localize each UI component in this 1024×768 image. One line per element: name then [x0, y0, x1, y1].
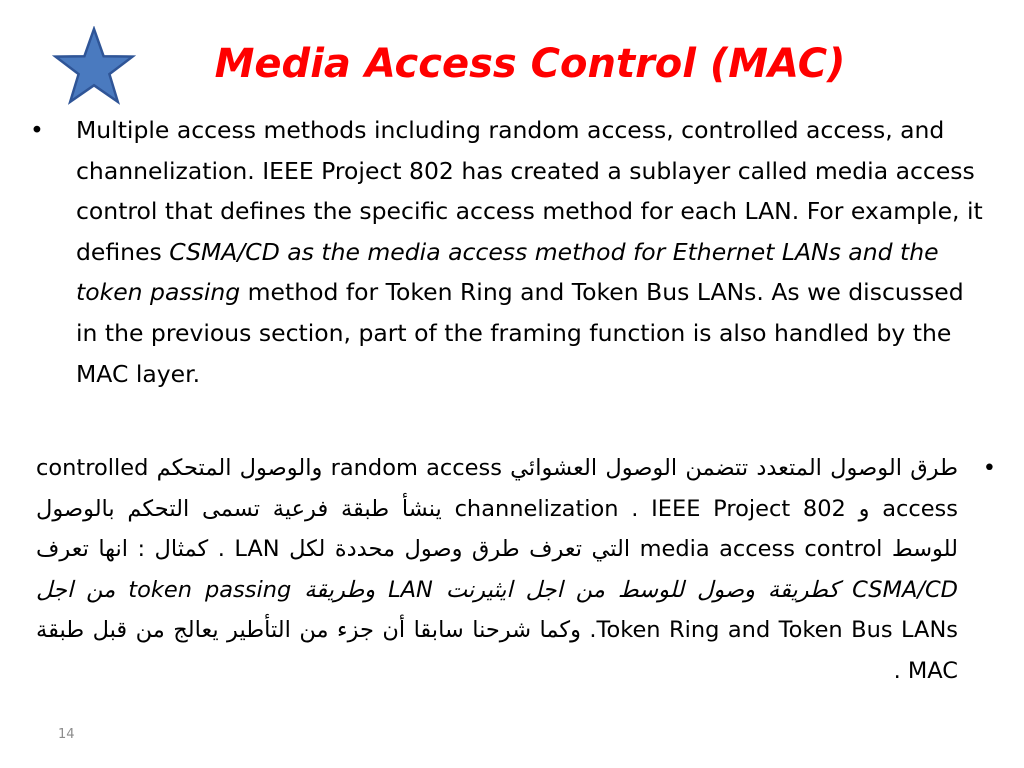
slide-title: Media Access Control (MAC) — [214, 41, 846, 87]
bullet-arabic-text-1: طرق الوصول المتعدد تتضمن الوصول العشوائي random access والوصول المتحكم controlled access و channelization . IEEE Project 802 ينشأ طبقة فرعية تسمى التحكم بالوصول للوسط media access control التي تعرف طرق وصول محددة لكل LAN . كمثال : انها تعرف — [36, 455, 959, 563]
bullet-english-text-2: method for Token Ring and Token Bus LANs. As we discussed in the previous section, part of the framing function is also handled by the MAC layer. — [76, 278, 964, 388]
bullet-arabic-italic: CSMA/CD كطريقة وصول للوسط من اجل ايثيرنت LAN وطريقة token passing من اجل — [36, 576, 958, 603]
bullet-arabic-text-2: Token Ring and Token Bus LANs. وكما شرحنا سابقا أن جزء من التأطير يعالج من قبل طبقة MAC . — [36, 617, 958, 684]
bullet-marker: • — [982, 455, 996, 481]
slide-number: 14 — [58, 727, 75, 742]
bullet-english-italic: CSMA/CD as the media access method for Ethernet LANs and the token passing — [76, 237, 939, 307]
bullet-arabic — [36, 448, 996, 692]
bullet-english-text-1: Multiple access methods including random access, controlled access, and channelization. IEEE Project 802 has created a sublayer called media access control that defines the specific access method for each LAN. For example, it defines — [76, 116, 983, 266]
bullet-english — [30, 110, 990, 394]
bullet-marker: • — [30, 116, 44, 144]
star-icon — [52, 26, 136, 106]
